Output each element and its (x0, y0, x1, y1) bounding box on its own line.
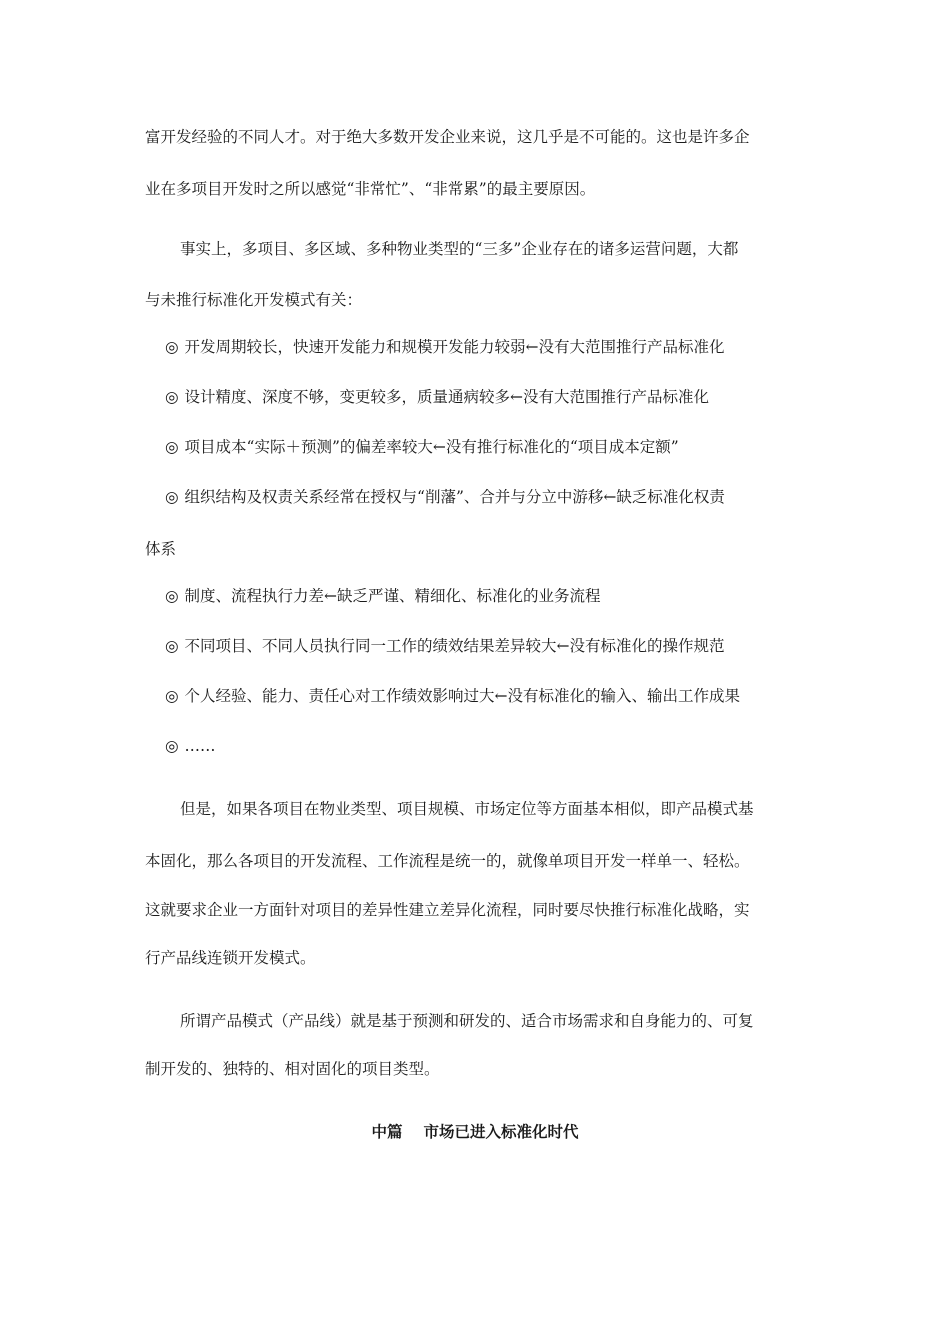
bullet-icon: ◎ (165, 438, 179, 456)
section-heading: 中篇 市场已进入标准化时代 (371, 1123, 579, 1141)
paragraph-line: 制开发的、独特的、相对固化的项目类型。 (145, 1060, 440, 1078)
list-item (165, 486, 825, 508)
list-item (165, 386, 825, 408)
paragraph-line: 所谓产品模式（产品线）就是基于预测和研发的、适合市场需求和自身能力的、可复 (180, 1012, 754, 1030)
list-item-text: …… (184, 737, 216, 755)
list-item (165, 735, 825, 757)
list-item-text: 组织结构及权责关系经常在授权与“削藩”、合并与分立中游移←缺乏标准化权责 (184, 488, 725, 506)
bullet-icon: ◎ (165, 737, 179, 755)
list-item (165, 685, 825, 707)
paragraph-line: 这就要求企业一方面针对项目的差异性建立差异化流程，同时要尽快推行标准化战略，实 (145, 901, 750, 919)
list-item (165, 336, 825, 358)
list-item-text: 设计精度、深度不够，变更较多，质量通病较多←没有大范围推行产品标准化 (184, 388, 710, 406)
paragraph-line: 事实上，多项目、多区域、多种物业类型的“三多”企业存在的诸多运营问题，大都 (180, 240, 739, 258)
bullet-icon: ◎ (165, 388, 179, 406)
list-item-text: 个人经验、能力、责任心对工作绩效影响过大←没有标准化的输入、输出工作成果 (184, 687, 741, 705)
bullet-icon: ◎ (165, 637, 179, 655)
list-item-text: 制度、流程执行力差←缺乏严谨、精细化、标准化的业务流程 (184, 587, 601, 605)
list-item-continuation: 体系 (145, 540, 177, 558)
paragraph-line: 行产品线连锁开发模式。 (145, 949, 316, 967)
bullet-icon: ◎ (165, 587, 179, 605)
bullet-icon: ◎ (165, 687, 179, 705)
paragraph-line: 业在多项目开发时之所以感觉“非常忙”、“非常累”的最主要原因。 (145, 180, 596, 198)
bullet-icon: ◎ (165, 488, 179, 506)
list-item-text: 开发周期较长，快速开发能力和规模开发能力较弱←没有大范围推行产品标准化 (184, 338, 725, 356)
list-item (165, 436, 825, 458)
list-item-text: 项目成本“实际＋预测”的偏差率较大←没有推行标准化的“项目成本定额” (184, 438, 679, 456)
list-item-text: 不同项目、不同人员执行同一工作的绩效结果差异较大←没有标准化的操作规范 (184, 637, 725, 655)
list-item (165, 635, 825, 657)
bullet-icon: ◎ (165, 338, 179, 356)
paragraph-line: 但是，如果各项目在物业类型、项目规模、市场定位等方面基本相似，即产品模式基 (180, 800, 754, 818)
paragraph-line: 与未推行标准化开发模式有关： (145, 291, 363, 309)
paragraph-line: 本固化，那么各项目的开发流程、工作流程是统一的，就像单项目开发一样单一、轻松。 (145, 852, 750, 870)
list-item (165, 585, 825, 607)
paragraph-line: 富开发经验的不同人才。对于绝大多数开发企业来说，这几乎是不可能的。这也是许多企 (145, 128, 750, 146)
